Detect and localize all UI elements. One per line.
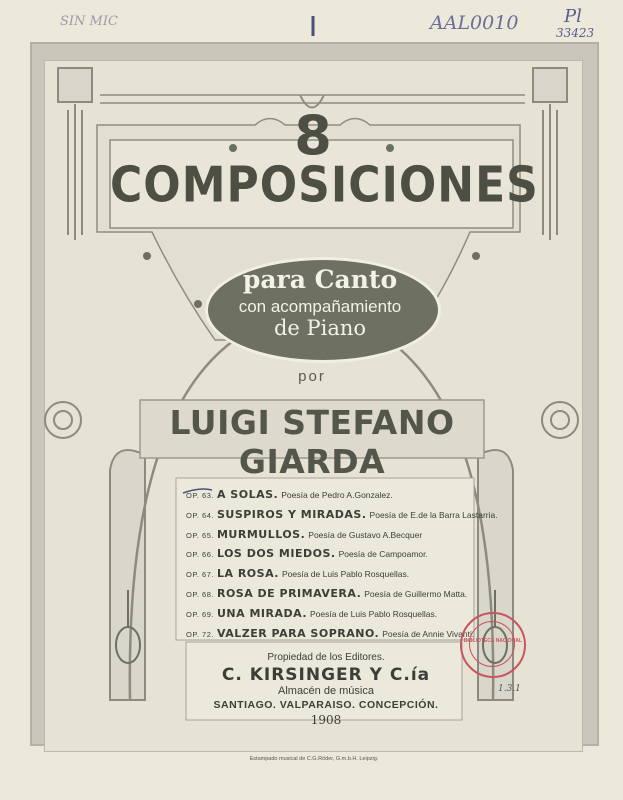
list-item bbox=[186, 525, 468, 545]
library-stamp bbox=[460, 612, 526, 678]
publication-year: 1908 bbox=[310, 713, 342, 727]
work-title: LA ROSA. bbox=[216, 567, 279, 581]
work-title: A SOLAS. bbox=[216, 488, 279, 501]
collection-number: 8 bbox=[294, 104, 330, 167]
work-title: ROSA DE PRIMAVERA. bbox=[216, 586, 362, 600]
collection-title: COMPOSICIONES bbox=[110, 156, 539, 215]
plate-label-handwriting: Pl bbox=[564, 6, 582, 27]
opus-number: OP. 67. bbox=[186, 570, 214, 580]
list-item bbox=[186, 544, 468, 564]
publisher-name: C. KIRSINGER Y C.ía bbox=[221, 665, 431, 685]
list-item bbox=[186, 624, 475, 644]
publisher-property-note: Propiedad de los Editores. bbox=[267, 652, 385, 663]
opus-number: OP. 66. bbox=[186, 550, 214, 560]
opus-number: OP. 68. bbox=[186, 589, 214, 599]
stamp-number: 1.3.1 bbox=[498, 684, 521, 694]
list-item bbox=[186, 604, 468, 624]
accession-handwriting: SIN MIC bbox=[60, 14, 118, 29]
list-item bbox=[186, 505, 498, 525]
publisher-store: Almacén de música bbox=[278, 685, 374, 697]
opus-number: OP. 65. bbox=[186, 530, 214, 540]
list-item bbox=[186, 584, 468, 604]
works-list bbox=[186, 485, 498, 643]
work-poet: Poesía de Gustavo A.Becquer bbox=[308, 529, 423, 540]
engraver-credit: Estampado musical de C.G.Röder, G.m.b.H. Leipzig. bbox=[249, 756, 379, 762]
plate-number-handwriting: 33423 bbox=[556, 26, 595, 40]
subtitle-acompanamiento: con acompañamiento bbox=[238, 297, 402, 316]
work-poet: Poesía de Pedro A.Gonzalez. bbox=[281, 490, 393, 500]
work-title: MURMULLOS. bbox=[216, 527, 306, 541]
work-poet: Poesía de E.de la Barra Lastarria. bbox=[369, 509, 498, 520]
work-poet: Poesía de Guillermo Matta. bbox=[364, 588, 468, 599]
work-poet: Poesía de Campoamor. bbox=[338, 549, 428, 560]
opus-number: OP. 63. bbox=[186, 491, 214, 500]
work-title: UNA MIRADA. bbox=[216, 606, 307, 620]
opus-number: OP. 72. bbox=[186, 629, 214, 639]
opus-number: OP. 69. bbox=[186, 609, 214, 619]
work-poet: Poesía de Luis Pablo Rosquellas. bbox=[310, 608, 438, 619]
composer-name: LUIGI STEFANO GIARDA bbox=[169, 403, 455, 481]
opus-number: OP. 64. bbox=[186, 510, 214, 520]
work-title: LOS DOS MIEDOS. bbox=[216, 547, 336, 561]
by-label: por bbox=[298, 368, 326, 385]
publisher-block bbox=[186, 642, 466, 727]
subtitle-para-canto: para Canto bbox=[242, 265, 398, 294]
stamp-text: BIBLIOTECA NACIONAL bbox=[463, 638, 523, 644]
list-item bbox=[186, 485, 468, 505]
work-poet: Poesía de Luis Pablo Rosquellas. bbox=[281, 569, 410, 580]
work-title: VALZER PARA SOPRANO. bbox=[216, 626, 380, 640]
call-number-handwriting: AAL0010 bbox=[430, 12, 519, 34]
work-poet: Poesía de Annie Vivanti. bbox=[382, 628, 475, 639]
subtitle-de-piano: de Piano bbox=[273, 316, 367, 340]
publisher-cities: SANTIAGO. VALPARAISO. CONCEPCIÓN. bbox=[213, 699, 439, 711]
list-item bbox=[186, 564, 468, 584]
stamp-ring bbox=[469, 621, 515, 667]
work-title: SUSPIROS Y MIRADAS. bbox=[216, 507, 367, 521]
